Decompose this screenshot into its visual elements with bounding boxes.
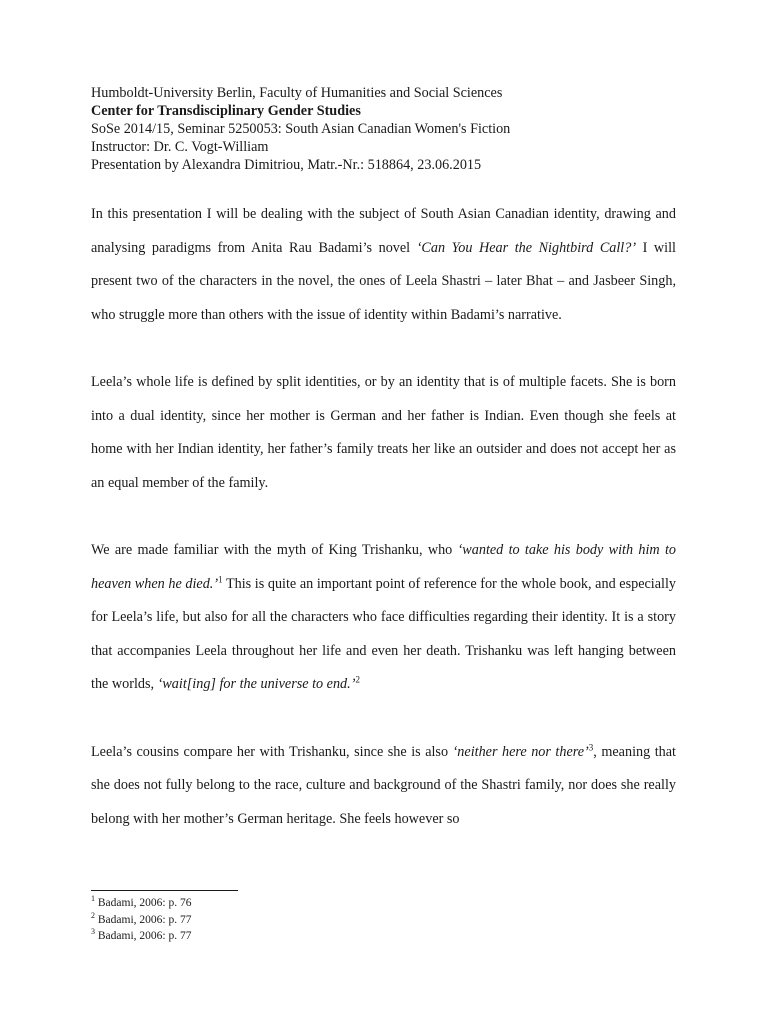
instructor-line: Instructor: Dr. C. Vogt-William xyxy=(91,139,269,155)
paragraph-4-text-b: , meaning that she does not fully belong to the race, culture and background of the Shastri family, nor does she really belong with her mother’s German heritage. She feels however so xyxy=(91,743,676,827)
paragraph-2 xyxy=(91,366,676,500)
paragraph-4-text-a: Leela’s cousins compare her with Trishanku, since she is also xyxy=(91,743,453,760)
footnote-number: 2 xyxy=(91,910,95,920)
footnote-1 xyxy=(91,895,191,912)
footnotes xyxy=(91,895,191,945)
paragraph-1-text-b: I will present two of the characters in the novel, the ones of Leela Shastri – later Bhat – and Jasbeer Singh, who struggle more than others with the issue of identity within Badami’s narrative. xyxy=(91,239,676,323)
footnote-2 xyxy=(91,912,191,929)
footnote-number: 1 xyxy=(91,894,95,904)
footnote-text: Badami, 2006: p. 77 xyxy=(97,913,192,926)
footnote-3 xyxy=(91,928,191,945)
document-header xyxy=(91,84,676,174)
document-page xyxy=(91,84,676,836)
footnote-text: Badami, 2006: p. 77 xyxy=(97,930,192,942)
paragraph-3 xyxy=(91,534,676,702)
universe-quote: ‘wait[ing] for the universe to end.’ xyxy=(157,676,356,693)
trishanku-quote: ‘wanted to take his body with him to heaven when he died.’ xyxy=(91,541,676,592)
novel-title: ‘Can You Hear the Nightbird Call?’ xyxy=(416,239,637,256)
body-text xyxy=(91,198,676,836)
center-line: Center for Transdisciplinary Gender Studies xyxy=(91,103,361,119)
footnote-number: 3 xyxy=(91,927,95,937)
footnote-ref-1[interactable]: 1 xyxy=(218,573,223,584)
footnote-ref-2[interactable]: 2 xyxy=(355,674,360,685)
university-line: Humboldt-University Berlin, Faculty of Humanities and Social Sciences xyxy=(91,85,503,101)
footnote-ref-3[interactable]: 3 xyxy=(588,741,594,752)
footnote-text: Badami, 2006: p. 76 xyxy=(97,897,192,909)
paragraph-3-text-b: This is quite an important point of reference for the whole book, and especially for Leela’s life, but also for all the characters who face difficulties regarding their identity. It is a story that accompanies Leela throughout her life and even her death. Trishanku was left hanging between the worlds, xyxy=(91,575,677,693)
footnote-divider xyxy=(91,890,238,891)
paragraph-4 xyxy=(91,736,676,837)
seminar-line: SoSe 2014/15, Seminar 5250053: South Asian Canadian Women's Fiction xyxy=(91,121,511,137)
paragraph-1 xyxy=(91,198,676,332)
paragraph-3-text-a: We are made familiar with the myth of King Trishanku, who xyxy=(91,541,458,558)
presenter-line: Presentation by Alexandra Dimitriou, Matr.-Nr.: 518864, 23.06.2015 xyxy=(91,157,482,173)
paragraph-2-text: Leela’s whole life is defined by split identities, or by an identity that is of multiple facets. She is born into a dual identity, since her mother is German and her father is Indian. Even though she feels at home with her Indian identity, her father’s family treats her like an outsider and does not accept her as an equal member of the family. xyxy=(91,373,676,491)
neither-here-quote: ‘neither here nor there’ xyxy=(452,743,589,760)
paragraph-1-text-a: In this presentation I will be dealing with the subject of South Asian Canadian identity, drawing and analysing paradigms from Anita Rau Badami’s novel xyxy=(91,206,676,256)
